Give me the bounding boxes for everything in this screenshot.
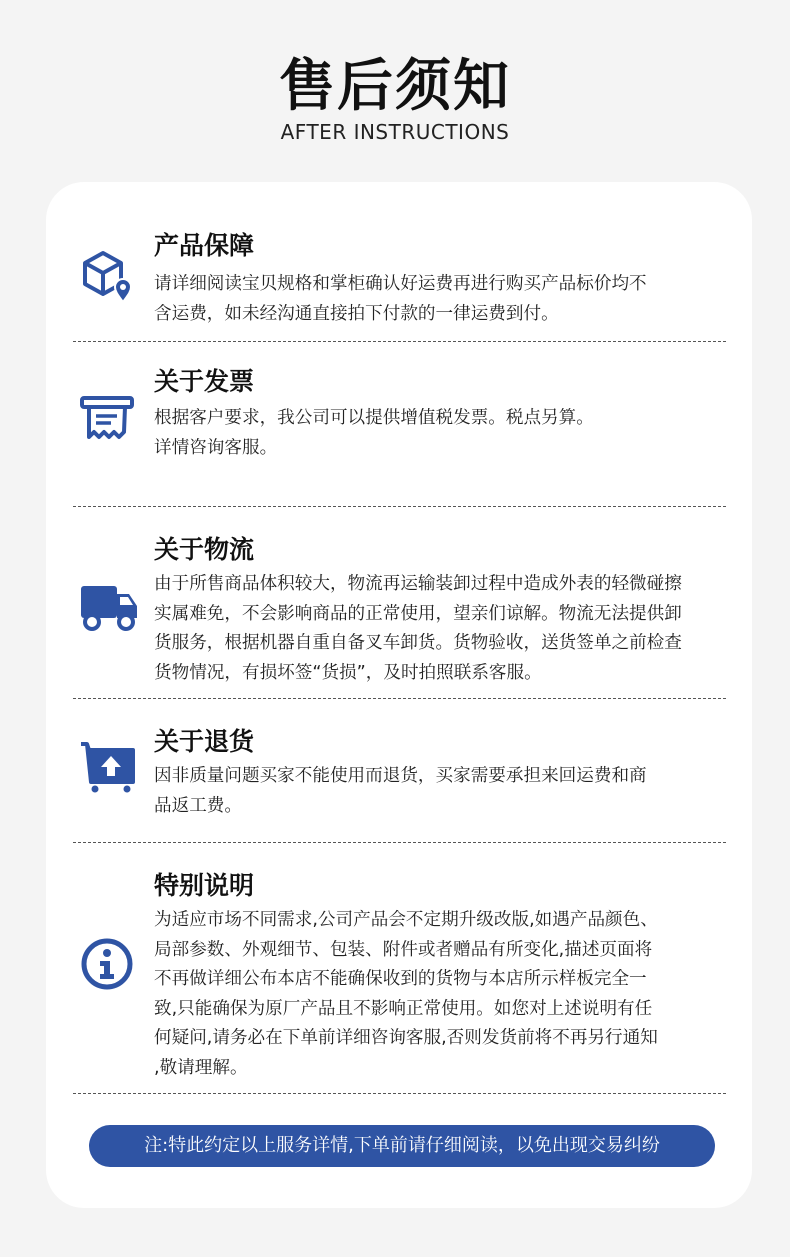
section-body-special-notes: [154, 906, 732, 1083]
body-line: 货服务，根据机器自重自备叉车卸货。货物验收，送货签单之前检查: [154, 633, 682, 653]
body-line: 请详细阅读宝贝规格和掌柜确认好运费再进行购买产品标价均不: [154, 274, 647, 294]
instructions-card: [46, 182, 752, 1208]
section-body-product-guarantee: [154, 270, 732, 329]
body-line: 局部参数、外观细节、包装、附件或者赠品有所变化,描述页面将: [154, 939, 653, 960]
section-title-special-notes: 特别说明: [154, 871, 255, 900]
divider: [73, 341, 726, 342]
body-line: 货物情况，有损坏签“货损”，及时拍照联系客服。: [154, 662, 542, 683]
section-body-logistics: [154, 570, 732, 688]
notice-banner: 注:特此约定以上服务详情,下单前请仔细阅读，以免出现交易纠纷: [89, 1125, 715, 1167]
section-title-product-guarantee: 产品保障: [154, 231, 255, 260]
divider: [73, 842, 726, 843]
cart-return-icon: [79, 738, 135, 794]
truck-icon: [79, 578, 139, 634]
body-line: 详情咨询客服。: [154, 437, 278, 458]
section-body-invoice: [154, 404, 732, 463]
body-line: 实属难免，不会影响商品的正常使用，望亲们谅解。物流无法提供卸: [154, 603, 682, 624]
box-location-icon: [79, 246, 135, 302]
info-icon: [79, 936, 135, 992]
section-title-returns: 关于退货: [154, 727, 255, 756]
divider: [73, 506, 726, 507]
section-title-invoice: 关于发票: [154, 367, 255, 396]
body-line: ,敬请理解。: [154, 1057, 248, 1078]
body-line: 品返工费。: [154, 795, 242, 816]
page-title: 售后须知: [279, 54, 511, 119]
body-line: 为适应市场不同需求,公司产品会不定期升级改版,如遇产品颜色、: [154, 910, 658, 930]
divider: [73, 698, 726, 699]
body-line: 含运费，如未经沟通直接拍下付款的一律运费到付。: [154, 303, 559, 324]
body-line: 根据客户要求，我公司可以提供增值税发票。税点另算。: [154, 408, 594, 428]
section-title-logistics: 关于物流: [154, 535, 255, 564]
body-line: 由于所售商品体积较大，物流再运输装卸过程中造成外表的轻微碰擦: [154, 574, 682, 594]
body-line: 致,只能确保为原厂产品且不影响正常使用。如您对上述说明有任: [154, 998, 653, 1019]
invoice-icon: [79, 385, 135, 441]
divider: [73, 1093, 726, 1094]
body-line: 不再做详细公布本店不能确保收到的货物与本店所示样板完全一: [154, 969, 647, 989]
body-line: 因非质量问题买家不能使用而退货，买家需要承担来回运费和商: [154, 766, 647, 786]
section-body-returns: [154, 762, 732, 821]
page-subtitle: AFTER INSTRUCTIONS: [280, 120, 510, 144]
body-line: 何疑问,请务必在下单前详细咨询客服,否则发货前将不再另行通知: [154, 1028, 658, 1048]
